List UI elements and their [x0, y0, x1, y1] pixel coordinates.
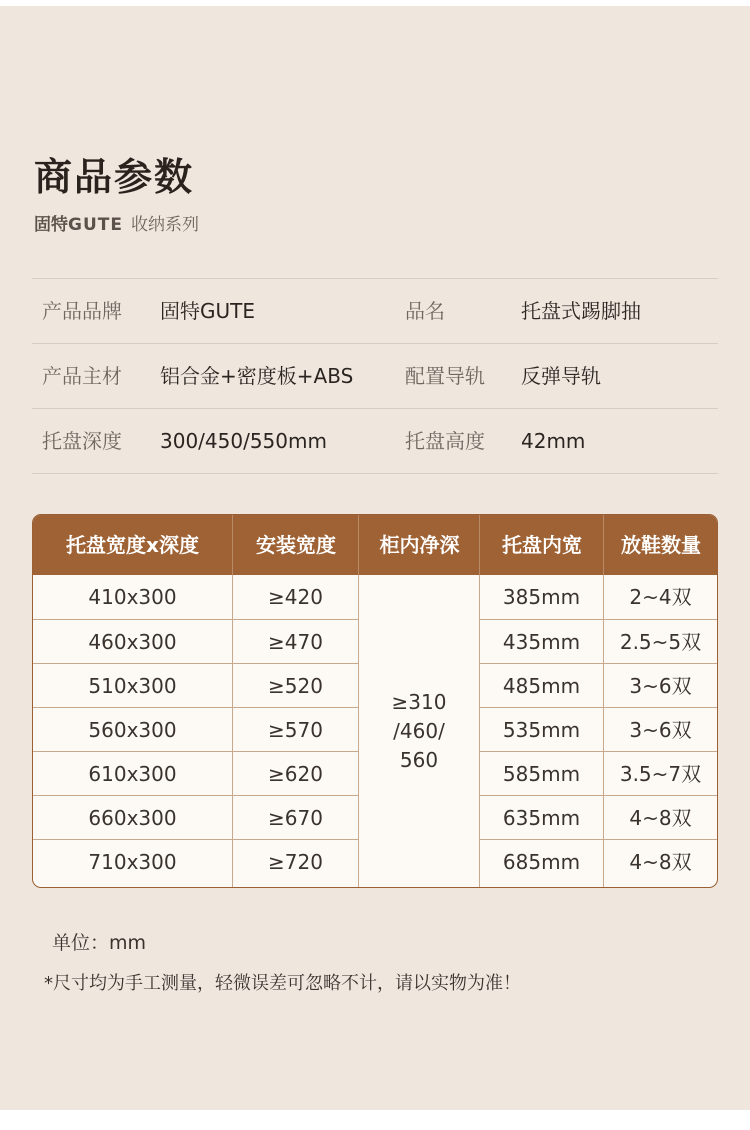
cell-size: 710x300 [33, 839, 232, 887]
param-label: 托盘高度 [405, 429, 485, 453]
cell-tray-inner-width: 585mm [479, 751, 603, 795]
param-value: 托盘式踢脚抽 [521, 299, 641, 323]
param-label: 配置导轨 [405, 364, 485, 388]
cell-shoe-count: 3~6双 [603, 663, 717, 707]
cell-size: 610x300 [33, 751, 232, 795]
header-shoe-count: 放鞋数量 [603, 515, 718, 575]
depth-line: 560 [399, 747, 439, 772]
brand-subtitle [34, 210, 199, 235]
cell-install-width: ≥570 [232, 707, 358, 751]
cell-install-width: ≥620 [232, 751, 358, 795]
cell-tray-inner-width: 635mm [479, 795, 603, 839]
cell-shoe-count: 3~6双 [603, 707, 717, 751]
param-row [32, 343, 718, 408]
disclaimer-note: *尺寸均为手工测量，轻微误差可忽略不计，请以实物为准！ [44, 973, 521, 994]
cell-size: 410x300 [88, 585, 177, 609]
spec-table [32, 514, 718, 888]
header-tray-inner-width: 托盘内宽 [479, 515, 604, 575]
params-list [32, 278, 718, 474]
cell-size: 510x300 [33, 663, 232, 707]
param-value: 42mm [521, 429, 586, 453]
notes [44, 928, 521, 995]
param-label: 产品主材 [42, 364, 122, 388]
cell-install-width: ≥520 [232, 663, 358, 707]
param-label: 产品品牌 [42, 299, 122, 323]
cell-install-width: ≥670 [232, 795, 358, 839]
param-value: 铝合金+密度板+ABS [160, 364, 354, 388]
header-cabinet-depth: 柜内净深 [358, 515, 480, 575]
param-value: 300/450/550mm [160, 429, 327, 453]
cell-install-width: ≥720 [232, 839, 358, 887]
param-value: 固特GUTE [160, 299, 255, 323]
page-title: 商品参数 [34, 155, 195, 199]
param-value: 反弹导轨 [521, 364, 601, 388]
cell-size: 560x300 [33, 707, 232, 751]
depth-line: ≥310 [391, 689, 447, 714]
cell-tray-inner-width: 535mm [479, 707, 603, 751]
cell-tray-inner-width: 435mm [479, 619, 603, 663]
param-row [32, 278, 718, 343]
param-label: 托盘深度 [42, 429, 122, 453]
brand-logo: GUTE [68, 215, 123, 235]
cell-install-width: ≥470 [232, 619, 358, 663]
depth-line: /460/ [393, 718, 445, 743]
page-background [0, 6, 750, 1110]
cell-shoe-count: 2.5~5双 [603, 619, 717, 663]
cabinet-depth-merged-cell [358, 575, 479, 887]
cell-shoe-count: 3.5~7双 [603, 751, 717, 795]
cell-install-width: ≥420 [232, 575, 358, 619]
param-label: 品名 [405, 299, 445, 323]
cell-size: 460x300 [33, 619, 232, 663]
brand-name-cn: 固特 [34, 215, 68, 235]
cell-shoe-count: 4~8双 [603, 839, 717, 887]
header-install-width: 安装宽度 [232, 515, 359, 575]
cell-shoe-count: 2~4双 [603, 575, 717, 619]
cell-tray-inner-width: 685mm [479, 839, 603, 887]
unit-note: 单位：mm [52, 932, 147, 954]
cell-tray-inner-width: 385mm [479, 575, 603, 619]
param-row [32, 408, 718, 474]
cell-size: 660x300 [33, 795, 232, 839]
series-name: 收纳系列 [130, 215, 199, 235]
table-header [33, 515, 717, 575]
cell-shoe-count: 4~8双 [603, 795, 717, 839]
cell-tray-inner-width: 485mm [479, 663, 603, 707]
header-size: 托盘宽度x深度 [66, 533, 199, 557]
